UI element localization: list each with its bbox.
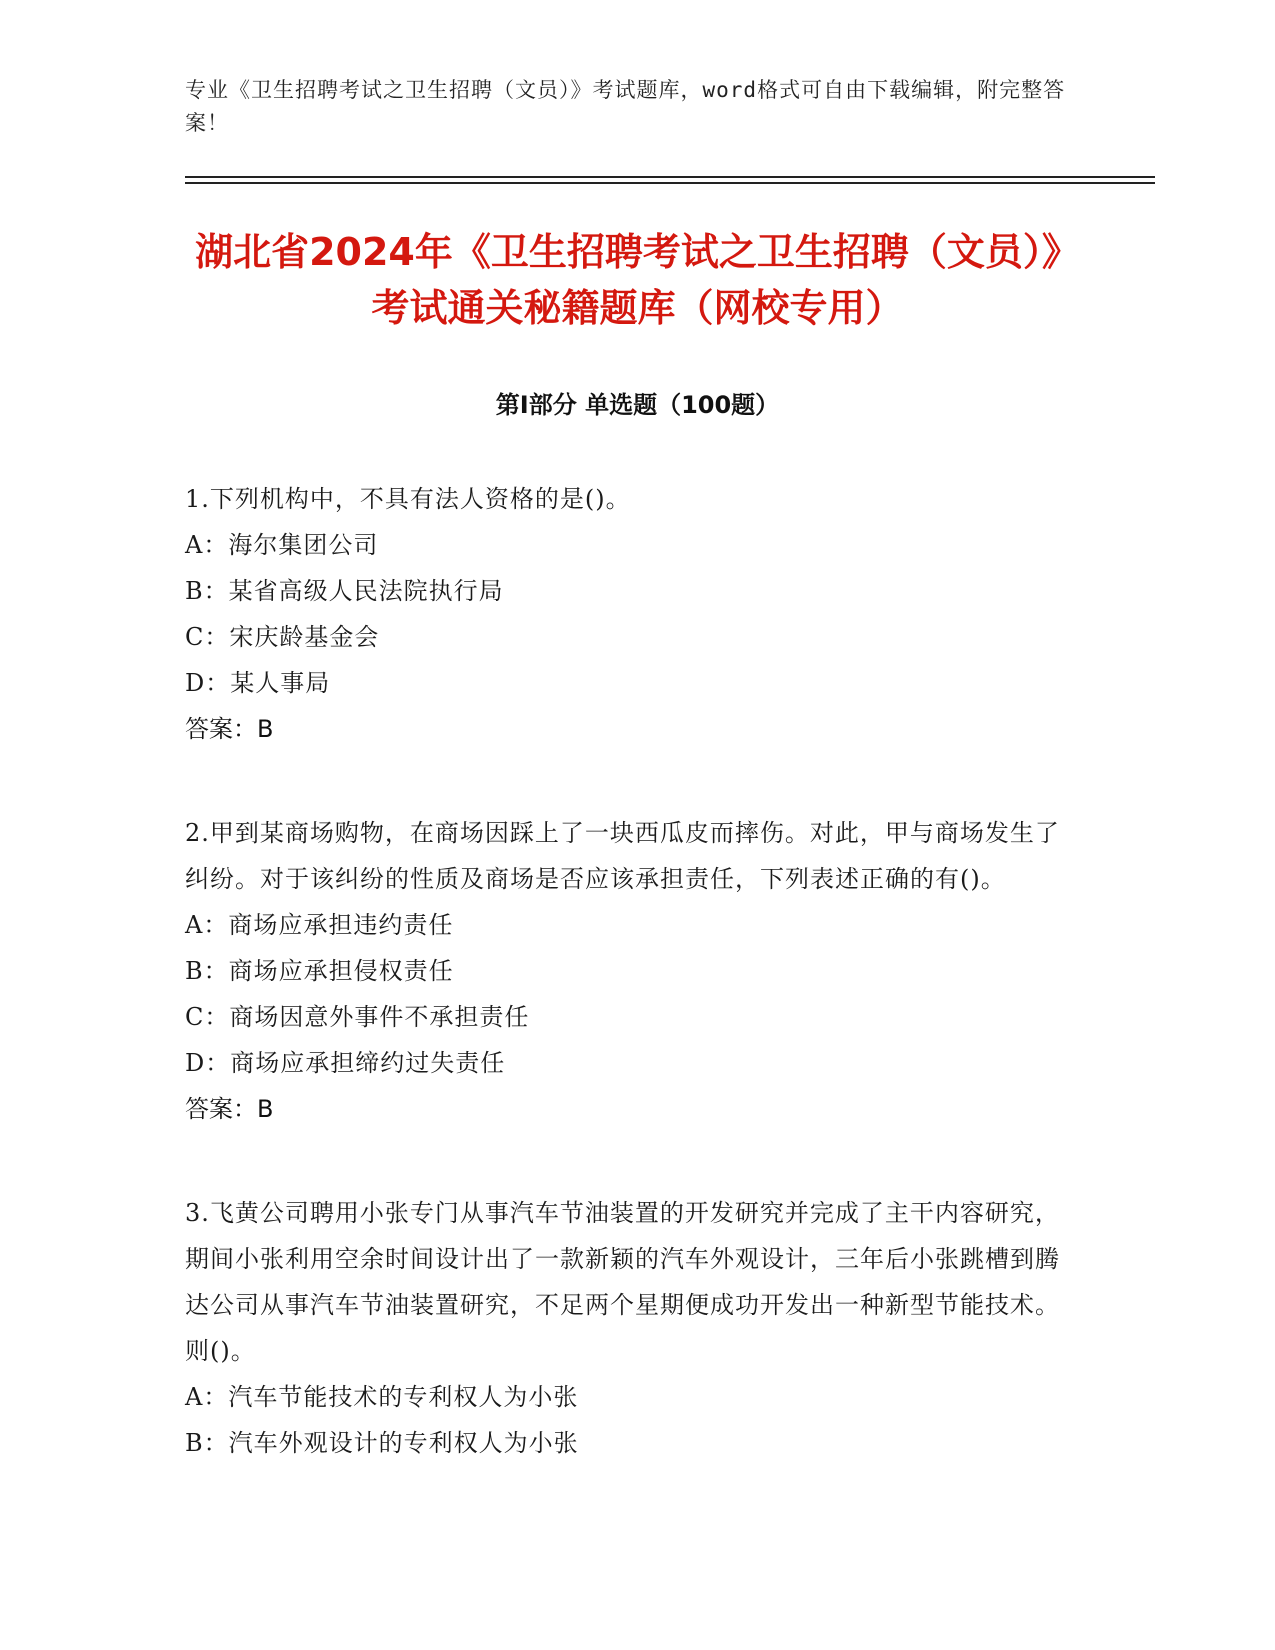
option-c: C：宋庆龄基金会 — [185, 623, 380, 651]
question-stem: 1.下列机构中，不具有法人资格的是()。 — [185, 485, 631, 513]
question-stem: 3.飞黄公司聘用小张专门从事汽车节油装置的开发研究并完成了主干内容研究，期间小张利用空余时间设计出了一款新颖的汽车外观设计，三年后小张跳槽到腾达公司从事汽车节油装置研究，不足两个星期便成功开发出一种新型节能技术。则()。 — [185, 1199, 1060, 1365]
question-1 — [185, 476, 1065, 752]
question-spacer — [185, 1132, 1065, 1190]
option-d: D：商场应承担缔约过失责任 — [185, 1049, 506, 1077]
option-d: D：某人事局 — [185, 669, 331, 697]
question-3 — [185, 1190, 1065, 1466]
question-spacer — [185, 752, 1065, 810]
document-title: 湖北省2024年《卫生招聘考试之卫生招聘（文员）》考试通关秘籍题库（网校专用） — [195, 230, 1080, 330]
answer-line: 答案：B — [185, 715, 274, 743]
option-b: B：汽车外观设计的专利权人为小张 — [185, 1429, 579, 1457]
option-a: A：海尔集团公司 — [185, 531, 379, 559]
header-note: 专业《卫生招聘考试之卫生招聘（文员）》考试题库，word格式可自由下载编辑，附完整答案！ — [185, 78, 1066, 135]
header-divider-bottom — [185, 182, 1155, 184]
header-divider-top — [185, 176, 1155, 178]
option-c: C：商场因意外事件不承担责任 — [185, 1003, 530, 1031]
option-a: A：汽车节能技术的专利权人为小张 — [185, 1383, 579, 1411]
section-title: 第I部分 单选题（100题） — [495, 391, 780, 419]
option-b: B：某省高级人民法院执行局 — [185, 577, 504, 605]
answer-line: 答案：B — [185, 1095, 274, 1123]
question-list — [185, 476, 1065, 1466]
option-b: B：商场应承担侵权责任 — [185, 957, 454, 985]
option-a: A：商场应承担违约责任 — [185, 911, 454, 939]
question-stem: 2.甲到某商场购物，在商场因踩上了一块西瓜皮而摔伤。对此，甲与商场发生了纠纷。对于该纠纷的性质及商场是否应该承担责任，下列表述正确的有()。 — [185, 819, 1060, 893]
question-2 — [185, 810, 1065, 1132]
